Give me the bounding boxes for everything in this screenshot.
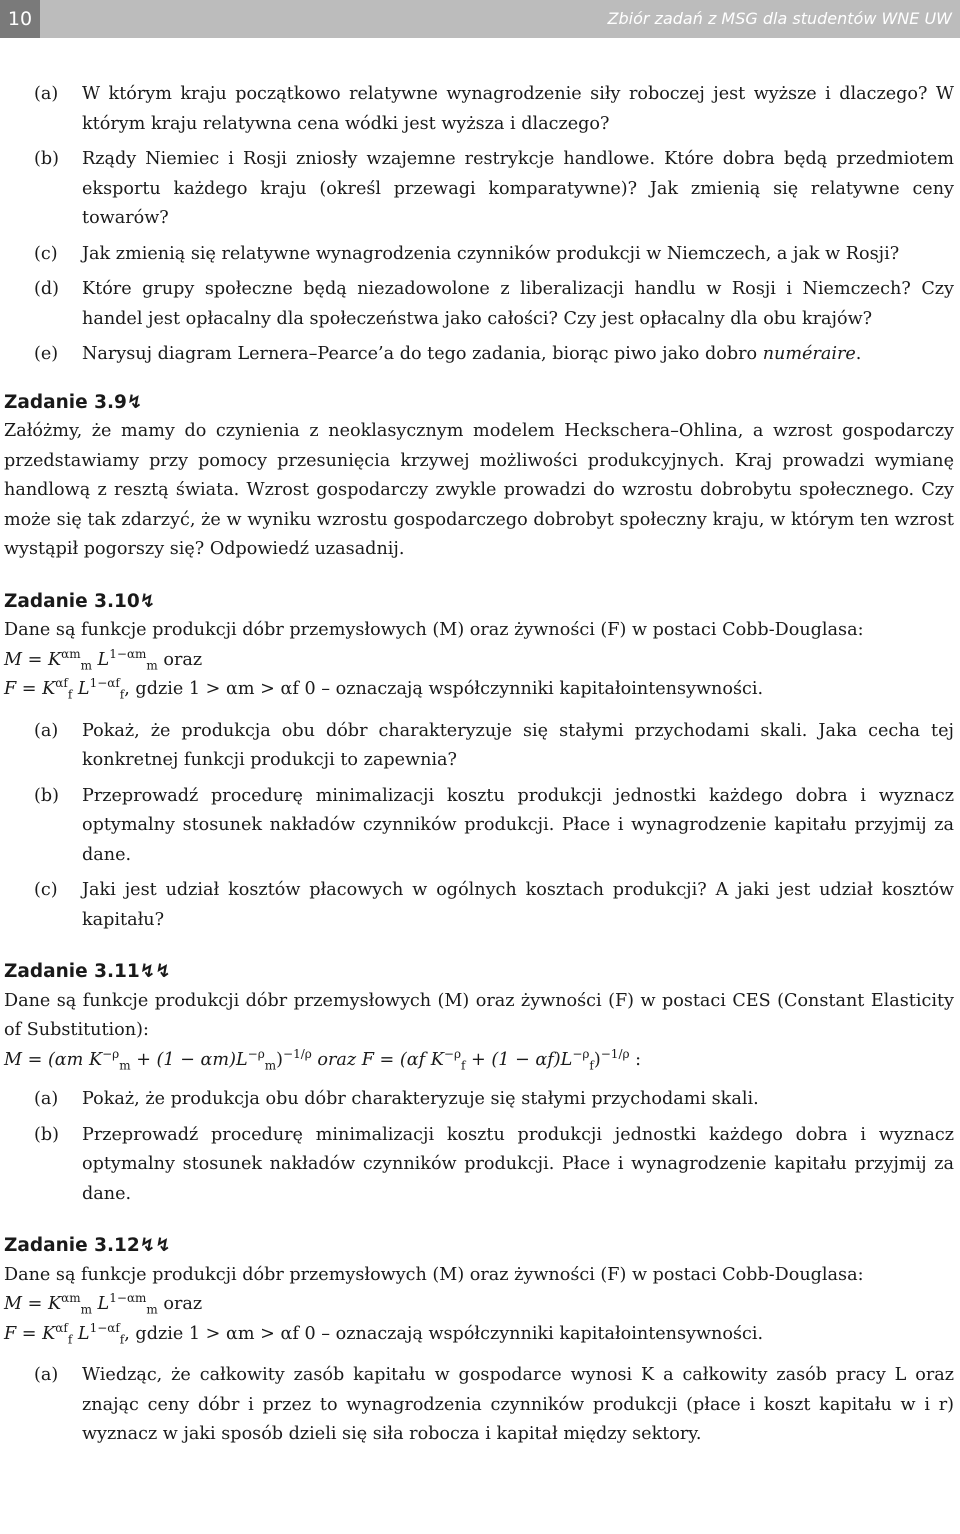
formula-sup: −ρ [443, 1046, 461, 1061]
list-item [34, 80, 954, 139]
item-label: (b) [34, 149, 59, 169]
running-title: Zbiór zadań z MSG dla studentów WNE UW [607, 9, 952, 28]
formula-part: ) [593, 1049, 601, 1070]
formula-part: F = K [4, 679, 56, 699]
formula-part: M = (αm K [4, 1049, 103, 1070]
item-label: (d) [34, 279, 59, 299]
page-number: 10 [0, 0, 40, 38]
formula-sup: αf [55, 676, 68, 691]
list-item [34, 275, 954, 334]
page-content [4, 80, 954, 1456]
exercise-title: Zadanie 3.10 [4, 590, 140, 612]
formula-sub: f [589, 1058, 594, 1073]
item-label: (c) [34, 880, 58, 900]
formula-sub: f [67, 1332, 73, 1347]
formula-sup: 1−αm [109, 1291, 147, 1306]
formula-part: ) [276, 1049, 284, 1070]
formula-part: : [629, 1049, 642, 1070]
formula-sup: −ρ [102, 1046, 120, 1061]
item-label: (a) [34, 1089, 59, 1109]
formula-part: F = K [4, 1323, 56, 1344]
list-item [34, 876, 954, 935]
formula-sub: m [146, 1302, 158, 1317]
item-label: (a) [34, 84, 59, 104]
exercise-title: Zadanie 3.9 [4, 391, 127, 413]
formula-part: L [72, 1323, 90, 1344]
formula-sup: −1/ρ [600, 1046, 630, 1061]
list-item [34, 340, 954, 370]
item-text: Przeprowadź procedurę minimalizacji kosztu produkcji jednostki każdego dobra i wyznacz optymalny stosunek nakładów czynników produkcji. Płace i wynagrodzenie kapitału przyjmij za dane. [82, 1124, 954, 1204]
list-item [34, 1085, 954, 1115]
formula-part: M = K [4, 1294, 62, 1314]
formula-sub: m [119, 1058, 131, 1073]
formula-f [4, 675, 954, 705]
formula-tail: , gdzie 1 > αm > αf 0 – oznaczają współczynniki kapitałointensywności. [124, 1323, 764, 1344]
item-text: W którym kraju początkowo relatywne wynagrodzenie siły roboczej jest wyższe i dlaczego? W którym kraju relatywna cena wódki jest wyższa i dlaczego? [82, 84, 954, 134]
difficulty-bolt-icon: ↯↯ [139, 961, 171, 982]
formula-sup: −ρ [247, 1046, 265, 1061]
exercise-intro: Dane są funkcje produkcji dóbr przemysłowych (M) oraz żywności (F) w postaci Cobb-Douglasa: [4, 1264, 864, 1285]
exercise-intro: Dane są funkcje produkcji dóbr przemysłowych (M) oraz żywności (F) w postaci CES (Constant Elasticity of Substitution): [4, 990, 954, 1040]
exercise-heading-3-11 [4, 957, 954, 987]
item-label: (b) [34, 785, 59, 806]
formula-sub: f [119, 1332, 125, 1347]
exercise-intro: Dane są funkcje produkcji dóbr przemysłowych (M) oraz żywności (F) w postaci Cobb-Douglasa: [4, 620, 864, 640]
formula-sup: −1/ρ [283, 1046, 312, 1061]
exercise-title: Zadanie 3.12 [4, 1235, 140, 1256]
item-text [82, 340, 954, 370]
formula-part: L [91, 649, 110, 670]
formula-tail: oraz [157, 1294, 203, 1314]
formula-sub: f [461, 1058, 466, 1073]
formula-sup: 1−αf [89, 1320, 120, 1335]
formula-part: + (1 − αm)L [130, 1049, 248, 1070]
formula-part: + (1 − αf)L [465, 1049, 573, 1070]
page-header [0, 0, 960, 38]
list-item [34, 782, 954, 871]
item-text: Jaki jest udział kosztów płacowych w ogólnych kosztach produkcji? A jaki jest udział kosztów kapitału? [82, 880, 954, 930]
item-label: (b) [34, 1124, 59, 1145]
formula-tail: , gdzie 1 > αm > αf 0 – oznaczają współczynniki kapitałointensywności. [124, 679, 764, 699]
list-item [34, 1121, 954, 1210]
formula-sup: αm [61, 646, 81, 661]
item-label: (a) [34, 1365, 59, 1385]
formula-m [4, 1290, 954, 1320]
list-item [34, 1361, 954, 1450]
exercise-title: Zadanie 3.11 [4, 961, 140, 982]
formula-part: L [72, 679, 90, 699]
formula-sup: −ρ [572, 1046, 590, 1061]
item-text-main: Narysuj diagram Lernera–Pearce’a do tego zadania, biorąc piwo jako dobro [82, 344, 763, 364]
list-item [34, 717, 954, 776]
item-text: Przeprowadź procedurę minimalizacji kosztu produkcji jednostki każdego dobra i wyznacz optymalny stosunek nakładów czynników produkcji. Płace i wynagrodzenie kapitału przyjmij za dane. [82, 785, 954, 865]
formula-sup: 1−αm [109, 646, 147, 661]
list-item [34, 145, 954, 234]
item-text: Jak zmienią się relatywne wynagrodzenia czynników produkcji w Niemczech, a jak w Rosji? [82, 243, 900, 264]
difficulty-bolt-icon: ↯ [126, 391, 143, 413]
item-text: Pokaż, że produkcja obu dóbr charakteryzuje się stałymi przychodami skali. [82, 1089, 759, 1109]
item-text-tail: . [855, 344, 862, 364]
formula-m [4, 646, 954, 676]
difficulty-bolt-icon: ↯ [139, 590, 156, 612]
item-label: (a) [34, 720, 59, 741]
formula-sub: m [264, 1058, 277, 1073]
list-item [34, 240, 954, 270]
formula-sub: m [80, 658, 92, 673]
difficulty-bolt-icon: ↯↯ [139, 1235, 171, 1256]
formula-ces [4, 1046, 954, 1076]
item-text: Wiedząc, że całkowity zasób kapitału w gospodarce wynosi K a całkowity zasób pracy L oraz znając ceny dóbr i przez to wynagrodzenia czynników produkcji (płace i koszt kapitału w i r) wyznacz w jaki sposób dzieli się siła robocza i kapitał między sektory. [82, 1365, 954, 1444]
formula-tail: oraz [157, 649, 203, 670]
exercise-text: Załóżmy, że mamy do czynienia z neoklasycznym modelem Heckschera–Ohlina, a wzrost gospodarczy przedstawiamy przy pomocy przesunięcia krzywej możliwości produkcyjnych. Kraj prowadzi wymianę handlową z resztą świata. Wzrost gospodarczy zwykle prowadzi do wzrostu dobrobytu społecznego. Czy może się tak zdarzyć, że w wyniku wzrostu gospodarczego dobrobyt społeczny kraju, w którym ten wzrost wystąpił pogorszy się? Odpowiedź uzasadnij. [4, 421, 954, 559]
formula-f [4, 1320, 954, 1350]
item-label: (c) [34, 243, 58, 264]
item-text: Które grupy społeczne będą niezadowolone z liberalizacji handlu w Rosji i Niemczech? Czy handel jest opłacalny dla społeczeństwa jako całości? Czy jest opłacalny dla obu krajów? [82, 279, 954, 329]
item-text: Pokaż, że produkcja obu dóbr charakteryzuje się stałymi przychodami skali. Jaka cecha tej konkretnej funkcji produkcji to zapewnia? [82, 720, 954, 770]
exercise-heading-3-12 [4, 1231, 954, 1261]
exercise-heading-3-10 [4, 587, 954, 617]
formula-sub: m [146, 658, 158, 673]
formula-sub: m [80, 1302, 92, 1317]
formula-sub: f [67, 687, 73, 702]
exercise-heading-3-9 [4, 388, 954, 418]
item-label: (e) [34, 344, 59, 364]
formula-part: M = K [4, 649, 62, 670]
question-list-top [4, 80, 954, 370]
formula-sup: αm [61, 1291, 81, 1306]
formula-part: oraz F = (αf K [311, 1049, 444, 1070]
formula-sup: 1−αf [89, 676, 120, 691]
formula-sub: f [119, 687, 125, 702]
formula-part: L [91, 1294, 110, 1314]
formula-sup: αf [55, 1320, 68, 1335]
item-text: Rządy Niemiec i Rosji zniosły wzajemne restrykcje handlowe. Które dobra będą przedmiotem eksportu każdego kraju (określ przewagi komparatywne)? Jak zmienią się relatywne ceny towarów? [82, 149, 954, 228]
item-text-emphasis: numéraire [762, 344, 856, 364]
